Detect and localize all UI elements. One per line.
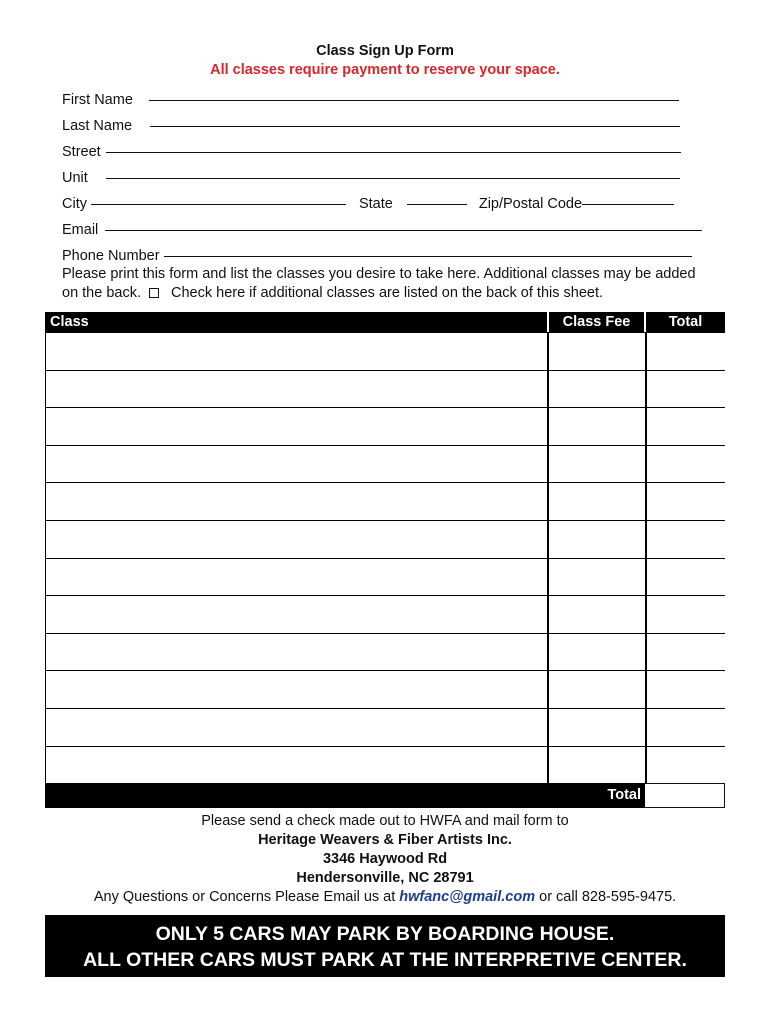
class-cell[interactable] <box>46 747 547 784</box>
form-title: Class Sign Up Form <box>316 43 454 59</box>
org-street: 3346 Haywood Rd <box>322 851 448 867</box>
unit-line[interactable] <box>106 178 680 179</box>
col-total-header: Total <box>644 312 725 332</box>
zip-label: Zip/Postal Code <box>478 196 583 212</box>
mailing-info <box>0 812 770 907</box>
total-cell[interactable] <box>647 333 725 370</box>
additional-classes-checkbox[interactable] <box>149 288 159 298</box>
table-row <box>45 595 725 633</box>
total-cell[interactable] <box>647 483 725 520</box>
city-label: City <box>62 196 87 212</box>
grand-total-cell[interactable] <box>645 783 725 808</box>
unit-field[interactable] <box>62 168 680 188</box>
table-row <box>45 407 725 445</box>
city-line[interactable] <box>91 204 346 205</box>
first-name-label: First Name <box>62 92 133 108</box>
table-row <box>45 558 725 596</box>
city-state-zip-field[interactable] <box>62 194 674 214</box>
total-cell[interactable] <box>647 671 725 708</box>
table-header <box>45 312 725 332</box>
first-name-line[interactable] <box>149 100 679 101</box>
questions-prefix: Any Questions or Concerns Please Email us at <box>93 889 396 905</box>
last-name-field[interactable] <box>62 116 680 136</box>
class-cell[interactable] <box>46 408 547 445</box>
instructions-text: Please print this form and list the classes you desire to take here. Additional classes may be added on the back. <box>62 266 696 301</box>
class-fee-cell[interactable] <box>549 521 645 558</box>
total-cell[interactable] <box>647 634 725 671</box>
class-fee-cell[interactable] <box>549 333 645 370</box>
class-cell[interactable] <box>46 634 547 671</box>
total-cell[interactable] <box>647 521 725 558</box>
class-cell[interactable] <box>46 559 547 596</box>
street-line[interactable] <box>106 152 681 153</box>
class-cell[interactable] <box>46 483 547 520</box>
street-field[interactable] <box>62 142 681 162</box>
class-fee-cell[interactable] <box>549 408 645 445</box>
email-line[interactable] <box>105 230 702 231</box>
questions-suffix: or call 828-595-9475. <box>539 889 677 905</box>
org-city: Hendersonville, NC 28791 <box>296 870 474 886</box>
phone-field[interactable] <box>62 246 692 266</box>
table-row <box>45 445 725 483</box>
table-body <box>45 332 725 783</box>
class-cell[interactable] <box>46 333 547 370</box>
state-label: State <box>358 196 393 212</box>
class-cell[interactable] <box>46 671 547 708</box>
parking-line-1: ONLY 5 CARS MAY PARK BY BOARDING HOUSE. <box>155 923 615 945</box>
table-row <box>45 670 725 708</box>
table-row <box>45 746 725 784</box>
payment-notice: All classes require payment to reserve your space. <box>210 62 560 78</box>
last-name-label: Last Name <box>62 118 133 134</box>
class-fee-cell[interactable] <box>549 559 645 596</box>
class-fee-cell[interactable] <box>549 671 645 708</box>
class-fee-cell[interactable] <box>549 483 645 520</box>
col-class-header: Class <box>50 314 89 330</box>
mailing-instruction: Please send a check made out to HWFA and mail form to <box>201 813 569 829</box>
class-fee-cell[interactable] <box>549 747 645 784</box>
org-name: Heritage Weavers & Fiber Artists Inc. <box>258 832 512 848</box>
table-row <box>45 332 725 370</box>
checkbox-label: Check here if additional classes are listed on the back of this sheet. <box>171 285 604 301</box>
total-cell[interactable] <box>647 559 725 596</box>
unit-label: Unit <box>62 170 88 186</box>
class-fee-cell[interactable] <box>549 634 645 671</box>
table-row <box>45 520 725 558</box>
class-fee-cell[interactable] <box>549 446 645 483</box>
table-row <box>45 633 725 671</box>
total-cell[interactable] <box>647 408 725 445</box>
total-cell[interactable] <box>647 596 725 633</box>
class-fee-cell[interactable] <box>549 709 645 746</box>
footer-total-label: Total <box>45 783 645 808</box>
table-row <box>45 370 725 408</box>
phone-line[interactable] <box>164 256 692 257</box>
phone-label: Phone Number <box>62 248 160 264</box>
col-fee-header: Class Fee <box>547 312 644 332</box>
total-cell[interactable] <box>647 747 725 784</box>
class-cell[interactable] <box>46 446 547 483</box>
class-cell[interactable] <box>46 596 547 633</box>
street-label: Street <box>62 144 101 160</box>
total-cell[interactable] <box>647 709 725 746</box>
contact-email-link[interactable]: hwfanc@gmail.com <box>399 889 536 905</box>
parking-line-2: ALL OTHER CARS MUST PARK AT THE INTERPRETIVE CENTER. <box>83 949 687 971</box>
email-field[interactable] <box>62 220 702 240</box>
parking-banner <box>45 915 725 977</box>
instructions <box>62 265 702 303</box>
class-cell[interactable] <box>46 521 547 558</box>
table-row <box>45 482 725 520</box>
classes-table <box>45 312 725 808</box>
table-row <box>45 708 725 746</box>
class-cell[interactable] <box>46 709 547 746</box>
class-fee-cell[interactable] <box>549 596 645 633</box>
questions-line <box>0 888 770 907</box>
zip-line[interactable] <box>582 204 674 205</box>
class-cell[interactable] <box>46 371 547 408</box>
email-label: Email <box>62 222 99 238</box>
state-line[interactable] <box>407 204 467 205</box>
first-name-field[interactable] <box>62 90 679 110</box>
total-cell[interactable] <box>647 446 725 483</box>
last-name-line[interactable] <box>150 126 680 127</box>
total-cell[interactable] <box>647 371 725 408</box>
class-fee-cell[interactable] <box>549 371 645 408</box>
table-footer <box>45 783 725 808</box>
